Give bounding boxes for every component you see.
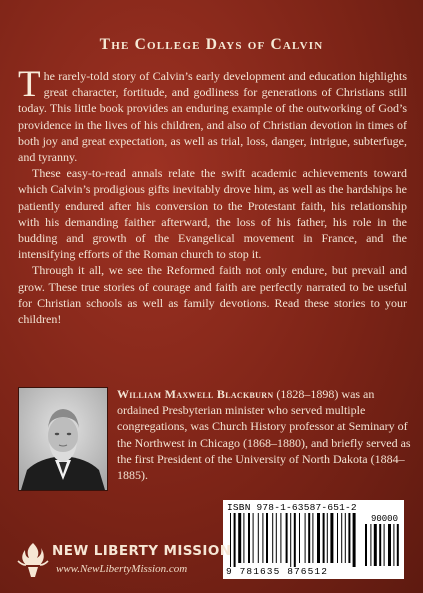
isbn-label: ISBN 978-1-63587-651-2: [227, 502, 357, 513]
ean-digits: 9 781635 876512: [226, 566, 329, 577]
publisher-name: NEW LIBERTY MISSION: [52, 543, 232, 559]
author-bio-text: (1828–1898) was an ordained Presbyterian minister who served multiple congregations, was Church History professor at Seminary of the Northwest in Chicago (1868–1880), and briefly served as the first President of the University of North Dakota (1884–1885).: [117, 387, 411, 483]
author-name: William Maxwell Blackburn: [117, 387, 274, 401]
drop-cap: T: [18, 64, 41, 105]
description-paragraph-1: [18, 64, 407, 165]
description-paragraph-2: These easy-to-read annals relate the swift academic achievements toward which Calvin’s prodigious gifts inevitably drove him, as well as the hardships he patiently endured after his conversion to the Protestant faith, his relationship with his demanding faither afterward, the loss of his father, his role in the budding and growth of the Evangelical movement in France, and the intensifying efforts of the Roman church to stop it.: [18, 166, 407, 262]
paragraph-1-text: he rarely-told story of Calvin’s early development and education highlights great character, fortitude, and godliness for generations of Christians still today. This little book provides an enduring example of the outworking of God’s providence in the lives of his children, and also of Christian devotion in times of both joy and great expectation, as well as trial, loss, danger, intrigue, subterfuge, and tyranny.: [18, 69, 407, 165]
description: [18, 64, 407, 327]
addon-barcode-bars: [364, 524, 400, 566]
publisher-url[interactable]: www.NewLibertyMission.com: [56, 563, 188, 575]
book-title: The College Days of Calvin: [99, 36, 324, 53]
description-paragraph-3: Through it all, we see the Reformed faith not only endure, but prevail and grow. These true stories of courage and faith are perfectly narrated to be useful for Christian schools as well as family devotions. Read these stories to your children!: [18, 263, 407, 327]
publisher-logo: [16, 541, 236, 581]
portrait-image: [19, 388, 107, 490]
price-code: 90000: [370, 514, 398, 524]
author-portrait: [18, 387, 108, 491]
barcode-bars: [228, 513, 360, 567]
author-bio: [117, 386, 412, 483]
isbn-barcode: [223, 500, 404, 579]
torch-flame-icon: [16, 541, 50, 579]
